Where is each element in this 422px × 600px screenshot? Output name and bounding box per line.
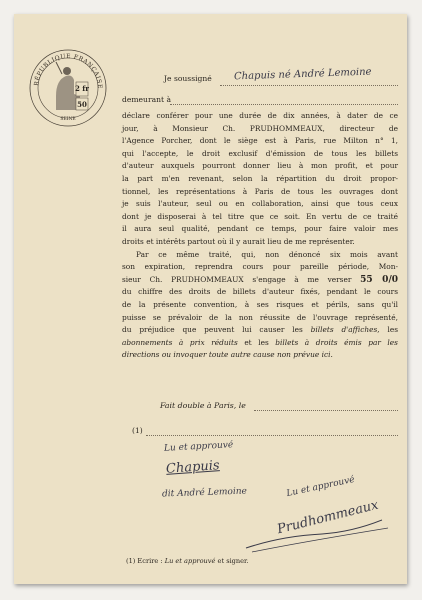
text-line: jour, à Monsieur Ch. PRUDHOMMEAUX, directeur de: [122, 123, 398, 133]
je-soussigne-label: Je soussigné: [164, 74, 212, 83]
text-line: qui l'accepte, le droit exclusif d'émission de tous les billets: [122, 148, 398, 158]
text-fragment-italic: billets à droits émis par les: [275, 337, 398, 347]
text-fragment: les: [387, 325, 399, 335]
text-line: puisse se prévaloir de la non réussite de l'ouvrage représenté,: [122, 312, 398, 322]
text-line: du chiffre des droits de billets d'auteur fixés, pendant le cours: [122, 287, 398, 297]
demeurant-label: demeurant à: [122, 95, 171, 104]
text-fragment: sieur Ch. PRUDHOMMEAUX s'engage à me verser: [122, 274, 352, 284]
note-marker: (1): [132, 426, 143, 435]
text-line: directions ou invoquer toute autre cause non prévue ici.: [122, 350, 333, 360]
fiscal-stamp-icon: [26, 44, 110, 128]
stamp-bottom-text: SEINE: [60, 117, 76, 122]
text-fragment-italic: abonnements à prix réduits: [122, 337, 238, 347]
stamp-value-fr: 2 fr: [74, 84, 90, 93]
dit-name-handwritten: dit André Lemoine: [161, 486, 248, 500]
text-line: je suis l'auteur, seul ou en collaboration, ainsi que tous ceux: [122, 199, 398, 209]
text-line: l'Agence Porcher, dont le siège est à Paris, rue Milton n° 1,: [122, 136, 398, 146]
signature-right: Prudhommeaux: [275, 497, 380, 538]
text-line: de la présente convention, à ses risques et périls, sans qu'il: [122, 299, 398, 309]
text-line: son expiration, reprendra cours pour pareille période, Mon-: [122, 262, 398, 272]
footnote: [126, 557, 249, 565]
address-line: [170, 104, 398, 105]
paragraph-2: [122, 249, 398, 362]
text-fragment: et les: [244, 337, 269, 347]
text-fragment: du préjudice que peuvent lui causer les: [122, 325, 303, 335]
text-line: [122, 337, 398, 350]
stamp-top-text: RÉPUBLIQUE FRANÇAISE: [33, 52, 104, 90]
name-line: [220, 85, 398, 86]
text-fragment-italic: billets d'affiches,: [310, 325, 380, 335]
text-line: [122, 324, 398, 337]
text-line: dont je disposerai à tel titre que ce soit. En vertu de ce traité: [122, 211, 398, 221]
text-line: il aura seul qualité, pendant ce temps, pour faire valoir mes: [122, 224, 398, 234]
signature-left: Chapuis: [165, 458, 221, 477]
text-line: d'auteur auxquels pourront donner lieu à mon profit, et pour: [122, 161, 398, 171]
lu-approuve-right: Lu et approuvé: [285, 474, 356, 500]
text-line: droits et intérêts partout où il y aurait lieu de me représenter.: [122, 236, 355, 246]
fait-double-label: Fait double à Paris, le: [160, 401, 246, 410]
text-line: la part m'en revenant, selon la répartition du droit propor-: [122, 173, 398, 183]
signature-flourish-icon: [242, 514, 392, 554]
date-line: [254, 410, 398, 411]
footnote-end: et signer.: [217, 557, 249, 565]
stamp-value-c: 50: [77, 100, 87, 109]
handwritten-name: Chapuis né André Lemoine: [233, 66, 372, 83]
text-line: déclare conférer pour une durée de dix années, à dater de ce: [122, 111, 398, 120]
lu-approuve-left: Lu et approuvé: [163, 440, 234, 454]
paragraph-1: [122, 110, 398, 249]
footnote-italic: Lu et approuvé: [164, 557, 216, 565]
percentage-value: 55 0/0: [360, 274, 398, 285]
text-line: tionnel, les représentations à Paris de tous les ouvrages dont: [122, 186, 398, 196]
signature-note-line: [146, 435, 398, 436]
contract-body: [122, 110, 398, 362]
footnote-marker: (1) Ecrire :: [126, 557, 163, 565]
text-line: Par ce même traité, qui, non dénoncé six mois avant: [136, 249, 398, 259]
document-page: [14, 14, 407, 584]
text-line: [122, 274, 398, 287]
